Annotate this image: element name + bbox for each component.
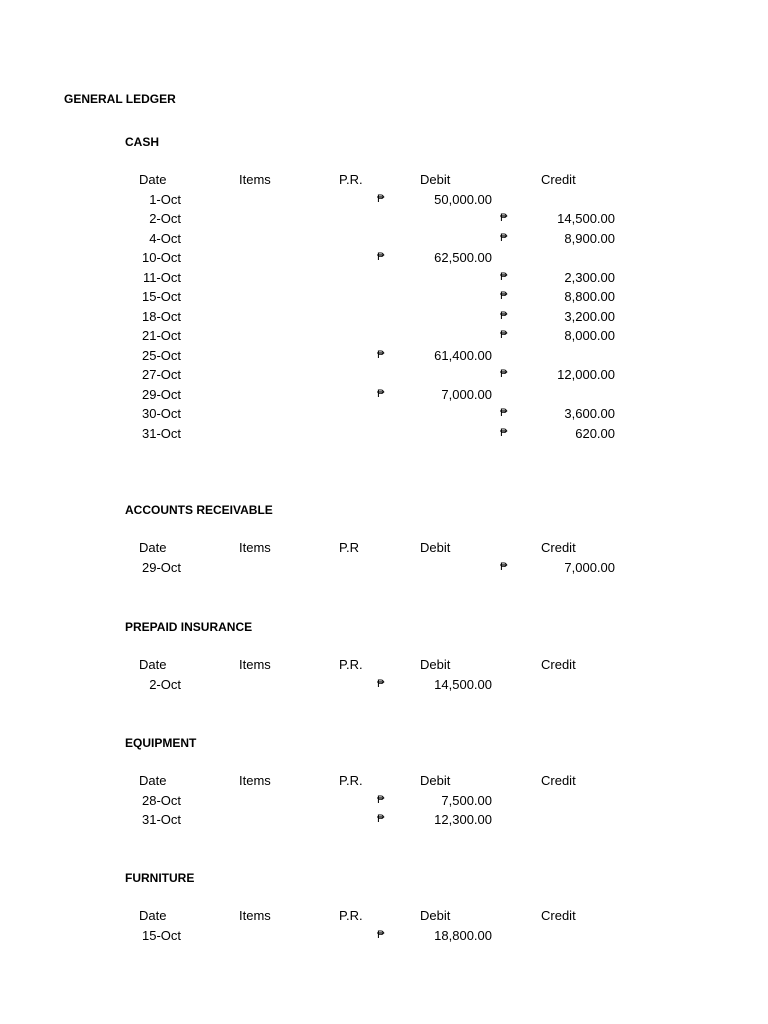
- table-row: [0, 268, 768, 288]
- entry-date: 30-Oct: [141, 406, 181, 421]
- table-row: [0, 558, 768, 578]
- peso-sign-debit: ₱: [377, 192, 385, 205]
- column-header-date: Date: [139, 540, 167, 555]
- column-header-credit: Credit: [541, 540, 576, 555]
- column-header-debit: Debit: [420, 540, 451, 555]
- entry-date: 21-Oct: [141, 328, 181, 343]
- debit-amount: 12,300.00: [434, 812, 492, 827]
- column-header-pr: P.R.: [339, 172, 363, 187]
- column-header-pr: P.R.: [339, 657, 363, 672]
- table-row: [0, 287, 768, 307]
- page-title: GENERAL LEDGER: [64, 92, 176, 106]
- peso-sign-credit: ₱: [500, 309, 508, 322]
- table-header-row: [0, 170, 768, 190]
- column-header-debit: Debit: [420, 172, 451, 187]
- peso-sign-debit: ₱: [377, 251, 385, 263]
- entry-date: 28-Oct: [141, 792, 181, 808]
- debit-amount: 50,000.00: [434, 191, 492, 207]
- table-header-row: [0, 538, 768, 558]
- entry-date: 31-Oct: [141, 425, 181, 441]
- credit-amount: 14,500.00: [557, 211, 615, 226]
- account-title: FURNITURE: [125, 871, 195, 885]
- table-row: [0, 810, 768, 830]
- account-title: PREPAID INSURANCE: [125, 620, 253, 634]
- entry-date: 31-Oct: [141, 812, 181, 827]
- credit-amount: 2,300.00: [564, 269, 615, 285]
- column-header-items: Items: [239, 908, 271, 923]
- peso-sign-debit: ₱: [377, 813, 385, 825]
- peso-sign-credit: ₱: [500, 560, 508, 573]
- debit-amount: 7,500.00: [441, 792, 492, 808]
- peso-sign-debit: ₱: [377, 928, 385, 941]
- debit-amount: 7,000.00: [441, 386, 492, 402]
- peso-sign-credit: ₱: [500, 368, 508, 380]
- table-row: [0, 385, 768, 405]
- entry-date: 2-Oct: [149, 676, 181, 692]
- peso-sign-credit: ₱: [500, 329, 508, 341]
- column-header-debit: Debit: [420, 657, 451, 672]
- entry-date: 27-Oct: [141, 367, 181, 382]
- column-header-pr: P.R.: [339, 773, 363, 788]
- peso-sign-credit: ₱: [500, 290, 508, 302]
- column-header-pr: P.R: [339, 540, 359, 555]
- entry-date: 18-Oct: [141, 308, 181, 324]
- debit-amount: 18,800.00: [434, 927, 492, 943]
- entry-date: 2-Oct: [149, 211, 181, 226]
- peso-sign-credit: ₱: [500, 407, 508, 419]
- column-header-date: Date: [139, 657, 167, 672]
- credit-amount: 620.00: [575, 425, 615, 441]
- column-header-date: Date: [139, 172, 167, 187]
- entry-date: 11-Oct: [142, 269, 181, 285]
- peso-sign-debit: ₱: [377, 348, 385, 361]
- table-row: [0, 424, 768, 444]
- table-row: [0, 346, 768, 366]
- credit-amount: 8,900.00: [564, 230, 615, 246]
- column-header-items: Items: [239, 773, 271, 788]
- account-title: EQUIPMENT: [125, 736, 197, 750]
- column-header-debit: Debit: [420, 908, 451, 923]
- entry-date: 15-Oct: [141, 289, 181, 304]
- table-row: [0, 675, 768, 695]
- peso-sign-debit: ₱: [377, 793, 385, 806]
- peso-sign-credit: ₱: [500, 231, 508, 244]
- debit-amount: 61,400.00: [434, 347, 492, 363]
- account-title: ACCOUNTS RECEIVABLE: [125, 503, 273, 517]
- peso-sign-credit: ₱: [500, 270, 508, 283]
- column-header-credit: Credit: [541, 172, 576, 187]
- credit-amount: 7,000.00: [564, 559, 615, 575]
- credit-amount: 12,000.00: [557, 367, 615, 382]
- credit-amount: 3,600.00: [564, 406, 615, 421]
- column-header-items: Items: [239, 657, 271, 672]
- entry-date: 25-Oct: [141, 347, 181, 363]
- table-row: [0, 229, 768, 249]
- table-header-row: [0, 906, 768, 926]
- peso-sign-credit: ₱: [500, 212, 508, 224]
- column-header-debit: Debit: [420, 773, 451, 788]
- peso-sign-debit: ₱: [377, 677, 385, 690]
- table-row: [0, 190, 768, 210]
- table-header-row: [0, 655, 768, 675]
- column-header-items: Items: [239, 172, 271, 187]
- column-header-items: Items: [239, 540, 271, 555]
- entry-date: 4-Oct: [149, 230, 181, 246]
- entry-date: 1-Oct: [149, 191, 181, 207]
- debit-amount: 62,500.00: [434, 250, 492, 265]
- column-header-date: Date: [139, 773, 167, 788]
- column-header-date: Date: [139, 908, 167, 923]
- credit-amount: 8,800.00: [564, 289, 615, 304]
- column-header-credit: Credit: [541, 908, 576, 923]
- column-header-credit: Credit: [541, 657, 576, 672]
- entry-date: 29-Oct: [141, 386, 181, 402]
- entry-date: 10-Oct: [141, 250, 181, 265]
- credit-amount: 8,000.00: [564, 328, 615, 343]
- table-row: [0, 307, 768, 327]
- peso-sign-debit: ₱: [377, 387, 385, 400]
- table-row: [0, 926, 768, 946]
- credit-amount: 3,200.00: [564, 308, 615, 324]
- peso-sign-credit: ₱: [500, 426, 508, 439]
- debit-amount: 14,500.00: [434, 676, 492, 692]
- column-header-credit: Credit: [541, 773, 576, 788]
- entry-date: 29-Oct: [141, 559, 181, 575]
- table-row: [0, 326, 768, 346]
- column-header-pr: P.R.: [339, 908, 363, 923]
- table-header-row: [0, 771, 768, 791]
- table-row: [0, 791, 768, 811]
- account-title: CASH: [125, 135, 160, 149]
- table-row: [0, 404, 768, 424]
- table-row: [0, 209, 768, 229]
- table-row: [0, 248, 768, 268]
- table-row: [0, 365, 768, 385]
- entry-date: 15-Oct: [141, 927, 181, 943]
